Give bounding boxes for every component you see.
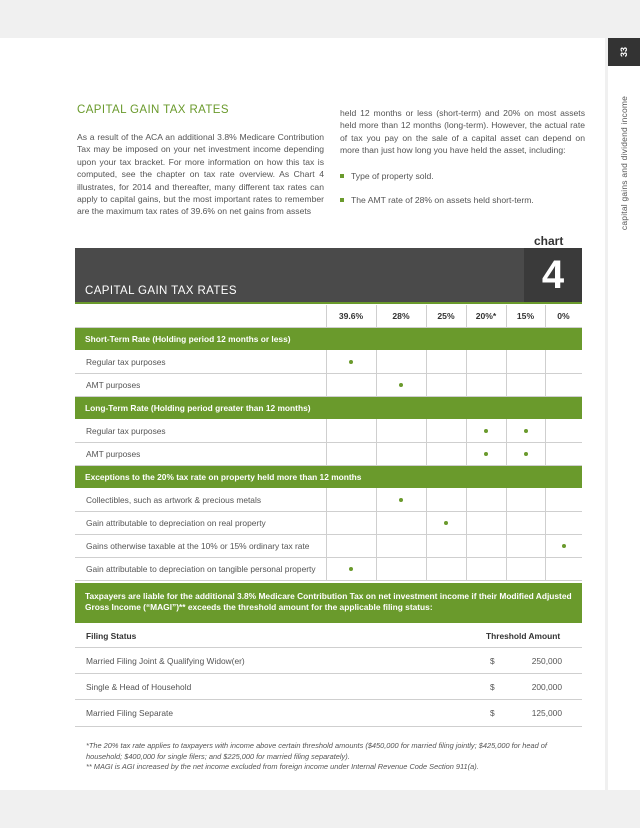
chart-number-box xyxy=(524,248,582,302)
section-heading: CAPITAL GAIN TAX RATES xyxy=(77,104,229,116)
bullet-square-icon xyxy=(340,174,344,178)
rate-dot-icon xyxy=(399,498,403,502)
section-bar: Long-Term Rate (Holding period greater than 12 months) xyxy=(75,397,582,419)
row-label: Gains otherwise taxable at the 10% or 15% ordinary tax rate xyxy=(86,541,310,551)
threshold-amount-cell: 125,000 xyxy=(531,708,562,718)
threshold-amount-cell: 250,000 xyxy=(531,656,562,666)
bullet-item: The AMT rate of 28% on assets held short-term. xyxy=(340,194,585,206)
rate-dot-icon xyxy=(562,544,566,548)
rate-column-header: 28% xyxy=(392,311,410,321)
chart-number: 4 xyxy=(541,252,565,297)
rate-dot-icon xyxy=(524,429,528,433)
page-number: 33 xyxy=(608,38,640,66)
divider xyxy=(75,580,582,581)
divider xyxy=(75,373,582,374)
row-label: AMT purposes xyxy=(86,449,141,459)
chart-label: chart xyxy=(534,234,564,248)
footnotes xyxy=(86,741,578,773)
footnote: *The 20% tax rate applies to taxpayers with income above certain threshold amounts ($450,000 for married filing jointly; $425,000 for head of household; $400,000 for single filers; and $225,000 for married filing separately). xyxy=(86,741,547,761)
running-head: capital gains and dividend income xyxy=(619,95,629,231)
row-label: Regular tax purposes xyxy=(86,357,166,367)
rate-column-header: 25% xyxy=(437,311,455,321)
rate-dot-icon xyxy=(349,360,353,364)
rate-dot-icon xyxy=(484,452,488,456)
filing-status-header: Filing Status xyxy=(86,631,137,641)
currency-cell: $ xyxy=(490,682,495,692)
bullet-item: Type of property sold. xyxy=(340,170,585,182)
medicare-notice: Taxpayers are liable for the additional 3.8% Medicare Contribution Tax on net investment income if their Modified Adjusted Gross Income (“MAGI”)** exceeds the threshold amount for the applicable filing status: xyxy=(75,583,582,623)
row-label: Gain attributable to depreciation on tangible personal property xyxy=(86,564,316,574)
footnote: ** MAGI is AGI increased by the net income excluded from foreign income under Internal Revenue Code Section 911(a). xyxy=(86,762,479,772)
row-label: Regular tax purposes xyxy=(86,426,166,436)
rate-column-header: 15% xyxy=(516,311,535,321)
intro-column-2: held 12 months or less (short-term) and 20% on most assets held more than 12 months (long-term). However, the actual rate of tax you pay on the sale of a capital asset can depend on more than just how long you have held the asset, including: xyxy=(340,108,585,156)
currency-cell: $ xyxy=(490,708,495,718)
chart-title: CAPITAL GAIN TAX RATES xyxy=(85,285,237,297)
rate-dot-icon xyxy=(444,521,448,525)
side-rail xyxy=(608,38,640,790)
bullet-square-icon xyxy=(340,198,344,202)
chart-header xyxy=(75,248,582,302)
section-bar: Short-Term Rate (Holding period 12 months or less) xyxy=(75,328,582,350)
row-label: Collectibles, such as artwork & precious metals xyxy=(86,495,262,505)
filing-status-cell: Married Filing Joint & Qualifying Widow(er) xyxy=(86,656,245,666)
threshold-amount-cell: 200,000 xyxy=(531,682,562,692)
header-rule xyxy=(75,302,582,304)
divider xyxy=(75,442,582,443)
rate-dot-icon xyxy=(484,429,488,433)
rate-dot-icon xyxy=(399,383,403,387)
threshold-amount-header: Threshold Amount xyxy=(486,631,561,641)
section-bar: Exceptions to the 20% tax rate on property held more than 12 months xyxy=(75,466,582,488)
currency-cell: $ xyxy=(490,656,495,666)
rate-column-header: 20%* xyxy=(475,311,497,321)
rate-column-header: 39.6% xyxy=(338,311,364,321)
row-label: Gain attributable to depreciation on real property xyxy=(86,518,266,528)
rate-column-header: 0% xyxy=(557,311,570,321)
divider xyxy=(75,726,582,727)
row-label: AMT purposes xyxy=(86,380,141,390)
rate-dot-icon xyxy=(349,567,353,571)
intro-column-1: As a result of the ACA an additional 3.8% Medicare Contribution Tax may be imposed on your net investment income depending upon your tax bracket. For more information on how this tax is computed, see the chapter on tax rate overview. As Chart 4 illustrates, for 2014 and thereafter, many different tax rates can apply to capital gains, but the most important rates to remember are the maximum tax rates of 39.6% on net gains from assets xyxy=(77,132,324,217)
filing-status-cell: Married Filing Separate xyxy=(86,708,174,718)
rate-dot-icon xyxy=(524,452,528,456)
filing-status-cell: Single & Head of Household xyxy=(86,682,192,692)
bullet-list xyxy=(340,170,585,206)
